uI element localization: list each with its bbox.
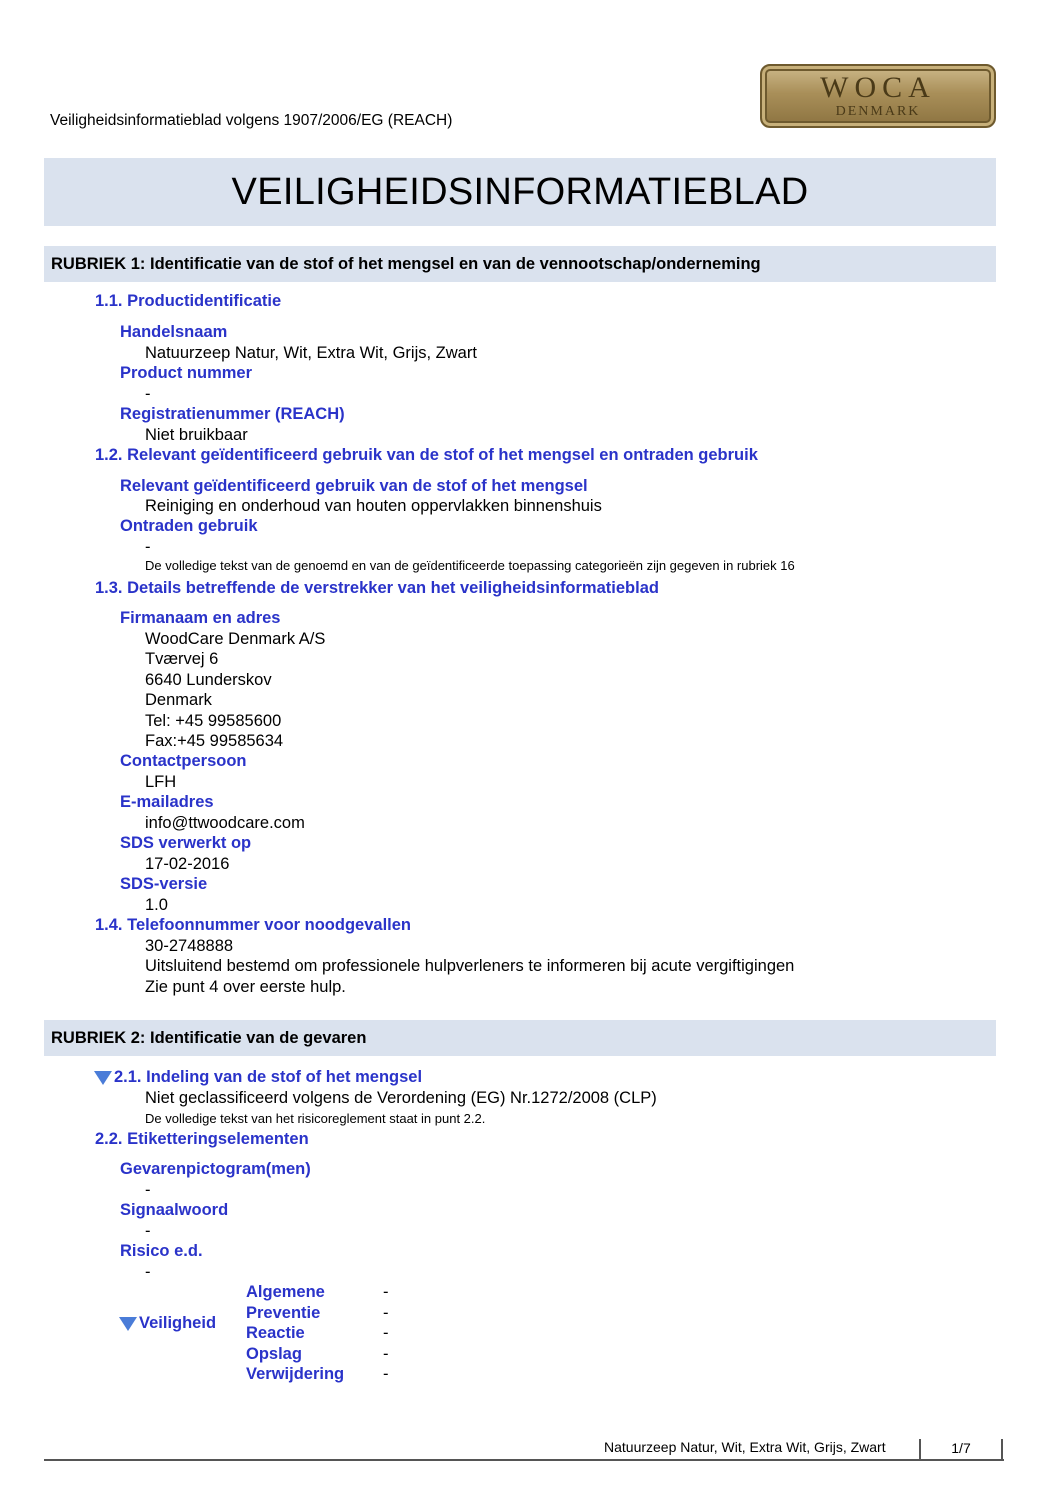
- advised-against-value: -: [145, 538, 151, 556]
- sds-processed-label: SDS verwerkt op: [120, 834, 252, 852]
- company-line: WoodCare Denmark A/S: [145, 630, 326, 648]
- contact-label: Contactpersoon: [120, 752, 247, 770]
- risk-rules-note: De volledige tekst van het risicoreglement staat in punt 2.2.: [145, 1111, 486, 1126]
- subsection-2-1-row: [94, 1068, 422, 1087]
- risk-value: -: [145, 1263, 151, 1281]
- safety-row-label: Preventie: [246, 1304, 321, 1322]
- advised-against-label: Ontraden gebruik: [120, 517, 258, 535]
- trade-name-label: Handelsnaam: [120, 323, 228, 341]
- footer-page-number: 1/7: [919, 1439, 1003, 1461]
- company-line: 6640 Lunderskov: [145, 671, 272, 689]
- safety-row-label: Reactie: [246, 1324, 305, 1342]
- safety-row-value: -: [383, 1283, 389, 1301]
- safety-row-value: -: [383, 1345, 389, 1363]
- relevant-use-label: Relevant geïdentificeerd gebruik van de stof of het mengsel: [120, 477, 588, 495]
- registration-value: Niet bruikbaar: [145, 426, 248, 444]
- emergency-phone: 30-2748888: [145, 937, 234, 955]
- subsection-1-3-title: 1.3. Details betreffende de verstrekker van het veiligheidsinformatieblad: [95, 579, 659, 597]
- signal-word-value: -: [145, 1222, 151, 1240]
- sds-version-label: SDS-versie: [120, 875, 208, 893]
- footer-product-name: Natuurzeep Natur, Wit, Extra Wit, Grijs, Zwart: [604, 1439, 886, 1455]
- safety-row-label: Verwijdering: [246, 1365, 345, 1383]
- section-2-heading: RUBRIEK 2: Identificatie van de gevaren: [44, 1020, 996, 1056]
- subsection-2-1-title: 2.1. Indeling van de stof of het mengsel: [114, 1068, 423, 1086]
- footer-divider: [44, 1459, 1004, 1461]
- woca-logo: [760, 64, 996, 128]
- safety-row-label: Opslag: [246, 1345, 302, 1363]
- section-1-heading: RUBRIEK 1: Identificatie van de stof of het mengsel en van de vennootschap/onderneming: [44, 246, 996, 282]
- first-aid-note: Zie punt 4 over eerste hulp.: [145, 978, 346, 996]
- signal-word-label: Signaalwoord: [120, 1201, 229, 1219]
- pictograms-value: -: [145, 1181, 151, 1199]
- logo-sub-text: DENMARK: [835, 104, 921, 119]
- pictograms-label: Gevarenpictogram(men): [120, 1160, 311, 1178]
- trade-name-value: Natuurzeep Natur, Wit, Extra Wit, Grijs, Zwart: [145, 344, 477, 362]
- relevant-use-value: Reiniging en onderhoud van houten oppervlakken binnenshuis: [145, 497, 602, 515]
- company-line: Denmark: [145, 691, 212, 709]
- registration-label: Registratienummer (REACH): [120, 405, 345, 423]
- product-number-value: -: [145, 385, 151, 403]
- sds-version-value: 1.0: [145, 896, 168, 914]
- triangle-marker-icon: [94, 1071, 112, 1085]
- emergency-note: Uitsluitend bestemd om professionele hulpverleners te informeren bij acute vergiftigingen: [145, 957, 795, 975]
- classification-value: Niet geclassificeerd volgens de Verordening (EG) Nr.1272/2008 (CLP): [145, 1089, 657, 1107]
- subsection-1-1-title: 1.1. Productidentificatie: [95, 292, 282, 310]
- document-title: VEILIGHEIDSINFORMATIEBLAD: [44, 158, 996, 226]
- email-value: info@ttwoodcare.com: [145, 814, 305, 832]
- company-line: Fax:+45 99585634: [145, 732, 284, 750]
- contact-value: LFH: [145, 773, 177, 791]
- safety-row-value: -: [383, 1365, 389, 1383]
- regulation-line: Veiligheidsinformatieblad volgens 1907/2006/EG (REACH): [50, 112, 453, 129]
- subsection-1-2-title: 1.2. Relevant geïdentificeerd gebruik van de stof of het mengsel en ontraden gebruik: [95, 446, 758, 464]
- safety-row-value: -: [383, 1324, 389, 1342]
- company-label: Firmanaam en adres: [120, 609, 281, 627]
- subsection-2-2-title: 2.2. Etiketteringselementen: [95, 1130, 309, 1148]
- triangle-marker-icon: [119, 1317, 137, 1331]
- company-line: Tel: +45 99585600: [145, 712, 282, 730]
- risk-label: Risico e.d.: [120, 1242, 203, 1260]
- safety-row-label: Algemene: [246, 1283, 325, 1301]
- safety-row-value: -: [383, 1304, 389, 1322]
- email-label: E-mailadres: [120, 793, 214, 811]
- safety-row: [119, 1314, 216, 1333]
- subsection-1-4-title: 1.4. Telefoonnummer voor noodgevallen: [95, 916, 411, 934]
- product-number-label: Product nummer: [120, 364, 253, 382]
- sds-processed-value: 17-02-2016: [145, 855, 230, 873]
- use-category-note: De volledige tekst van de genoemd en van de geïdentificeerde toepassing categorieën zijn gegeven in rubriek 16: [145, 558, 795, 573]
- logo-main-text: WOCA: [820, 71, 936, 104]
- safety-label: Veiligheid: [139, 1314, 217, 1332]
- company-line: Tværvej 6: [145, 650, 219, 668]
